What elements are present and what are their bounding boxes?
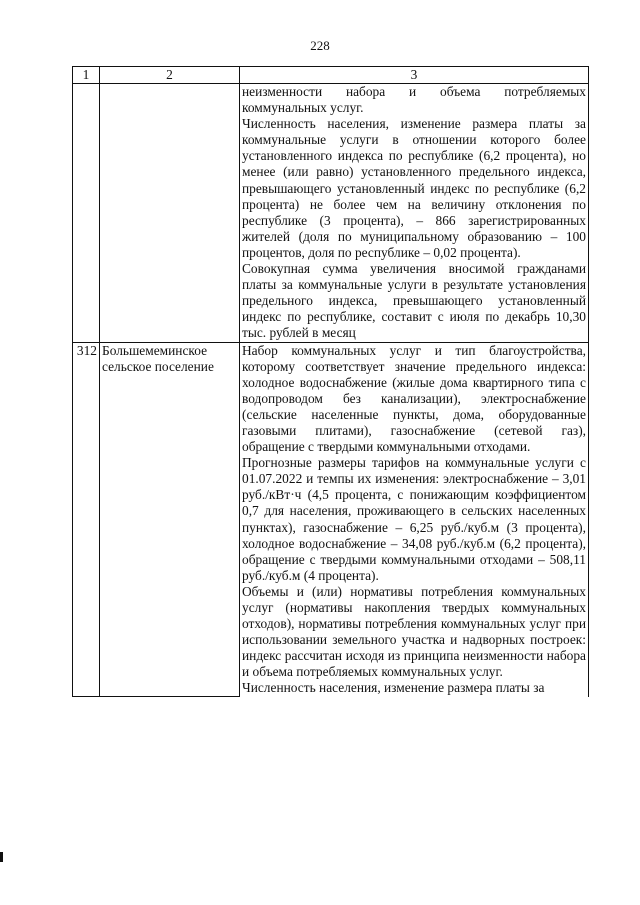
table-header-row: [73, 67, 589, 84]
table-row-312: [73, 342, 589, 697]
header-col-3: 3: [240, 67, 589, 84]
tariff-table: [72, 66, 589, 697]
scan-edge-mark: [0, 852, 3, 862]
description-paragraph: Набор коммунальных услуг и тип благоустройства, которому соответствует значение предельного индекса: холодное водоснабжение (жилые дома квартирного типа с водопроводом без канализации), электроснабжение (сельские населенные пункты, дома, оборудованные газовыми плитами), газоснабжение (сетевой газ), обращение с твердыми коммунальными отходами.: [242, 342, 586, 455]
description-cell: [240, 342, 589, 697]
header-col-1: 1: [73, 67, 100, 84]
description-paragraph: Совокупная сумма увеличения вносимой гражданами платы за коммунальные услуги в результате установления предельного индекса, превышающего установленный индекс по республике, составит с июля по декабрь 10,30 тыс. рублей в месяц: [242, 261, 586, 341]
description-paragraph: Численность населения, изменение размера платы за коммунальные услуги в отношении которого более установленного индекса по республике (6,2 процента), но менее (или равно) установленного предельного индекса, превышающего установленный индекс по республике (6,2 процента) не более чем на величину отклонения по республике (3 процента), – 866 зарегистрированных жителей (доля по муниципальному образованию – 100 процентов, доля по республике – 0,02 процента).: [242, 116, 586, 260]
description-cell: [240, 84, 589, 343]
description-paragraph: Численность населения, изменение размера платы за: [242, 680, 545, 696]
row-number-cell: [73, 84, 100, 343]
page-number: 228: [310, 38, 330, 53]
description-paragraph: неизменности набора и объема потребляемых коммунальных услуг.: [242, 84, 586, 116]
description-paragraph: Объемы и (или) нормативы потребления коммунальных услуг (нормативы накопления твердых коммунальных отходов), нормативы потребления коммунальных услуг при использовании земельного участка и надворных построек: индекс рассчитан исходя из принципа неизменности набора и объема потребляемых коммунальных услуг.: [242, 583, 586, 680]
table-row-continuation: [73, 84, 589, 343]
municipality-name-cell: [100, 84, 240, 343]
row-number-cell: 312: [73, 342, 100, 697]
municipality-name-cell: Большемеминское сельское поселение: [100, 342, 240, 697]
description-paragraph: Прогнозные размеры тарифов на коммунальные услуги с 01.07.2022 и темпы их изменения: электроснабжение – 3,01 руб./кВт·ч (4,5 процента, с понижающим коэффициентом 0,7 для населения, проживающего в сельских населенных пунктах), газоснабжение – 6,25 руб./куб.м (3 процента), холодное водоснабжение – 34,08 руб./куб.м (6,2 процента), обращение с твердыми коммунальными отходами – 508,11 руб./куб.м (4 процента).: [242, 455, 586, 583]
header-col-2: 2: [100, 67, 240, 84]
